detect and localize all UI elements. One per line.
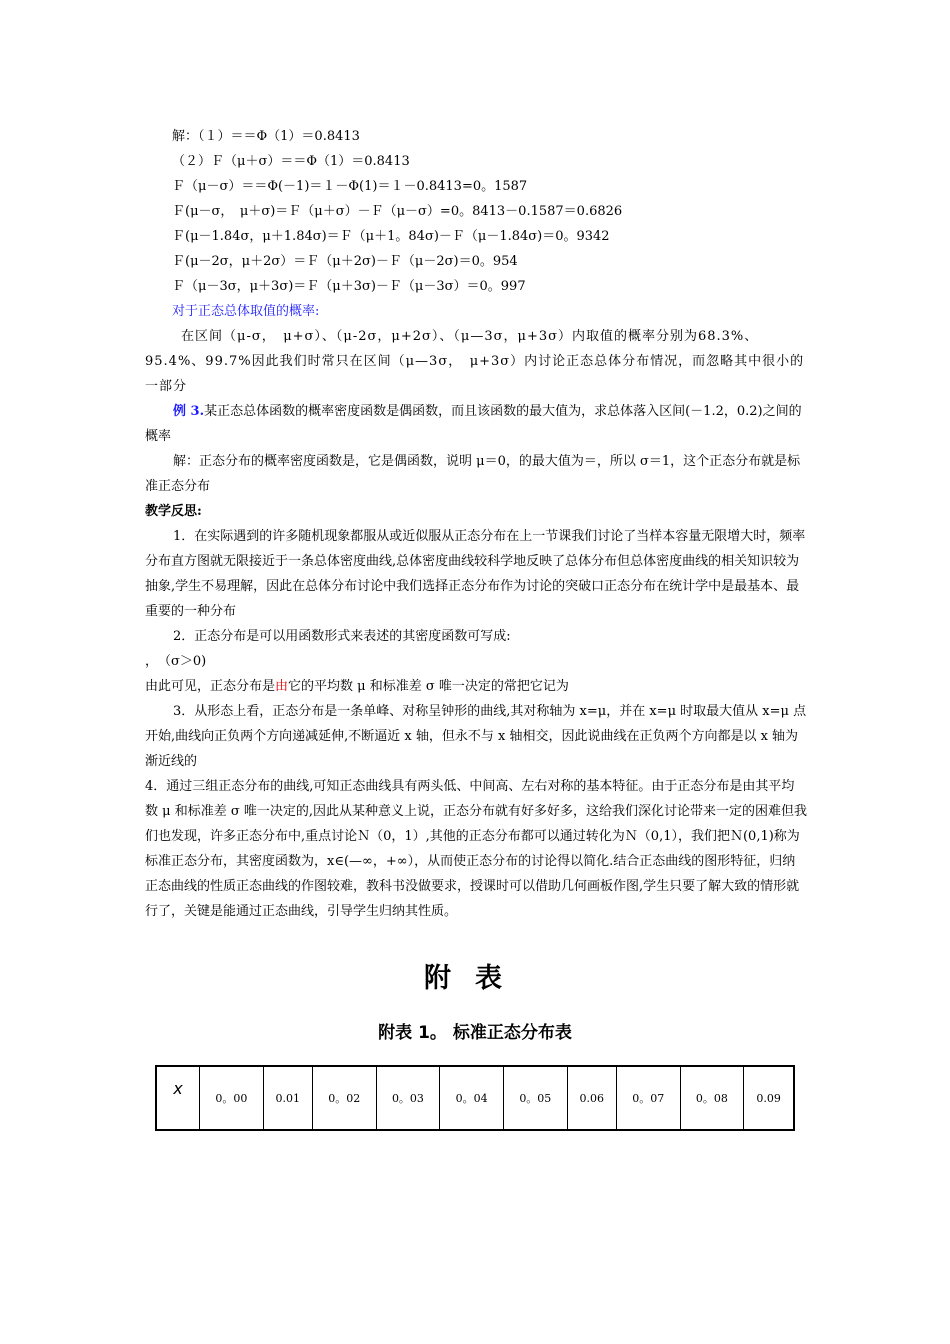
solution-line-2: （２）Ｆ（μ＋σ）＝＝Φ（1）＝0.8413 [172, 154, 410, 169]
example-3-solution: 解：正态分布的概率密度函数是，它是偶函数，说明 μ＝0，的最大值为＝，所以 σ＝1，这个正态分布就是标准正态分布 [145, 454, 801, 494]
probability-paragraph: 在区间（μ-σ， μ+σ）、（μ-2σ，μ+2σ）、（μ—3σ，μ+3σ）内取值的概率分别为68.3%、95.4%、99.7%因此我们时常只在区间（μ—3σ， μ+3σ）内讨论正态总体分布情况，而忽略其中很小的一部分 [145, 329, 805, 394]
solution-line-1: 解：（１）＝＝Φ（1）＝0.8413 [172, 129, 360, 144]
normal-distribution-table [155, 1065, 795, 1131]
table-header-x: x [156, 1066, 200, 1130]
table-header-cell: 0。05 [503, 1066, 567, 1130]
table-header-row [156, 1066, 794, 1130]
table-header-cell: 0.01 [263, 1066, 312, 1130]
solution-line-3: Ｆ（μ－σ）＝＝Φ(－1)＝１－Φ(1)＝１－0.8413=0。1587 [172, 179, 528, 194]
reflection-paragraph-1: 1．在实际遇到的许多随机现象都服从或近似服从正态分布在上一节课我们讨论了当样本容量无限增大时，频率分布直方图就无限接近于一条总体密度曲线,总体密度曲线较科学地反映了总体分布但总体密度曲线的相关知识较为抽象,学生不易理解，因此在总体分布讨论中我们选择正态分布作为讨论的突破口正态分布在统计学中是最基本、最重要的一种分布 [145, 529, 806, 619]
tail-before: 由此可见，正态分布是 [145, 679, 276, 694]
reflection-paragraph-2-tail [145, 674, 569, 699]
appendix-table-title: 附表 1。 标准正态分布表 [378, 1023, 572, 1043]
probability-heading: 对于正态总体取值的概率: [172, 304, 320, 319]
table-header-cell: 0。00 [200, 1066, 264, 1130]
example-3-label: 例 3. [173, 404, 205, 419]
density-formula-note: ， （σ＞0) [145, 654, 207, 669]
appendix-title: 附表 [424, 963, 526, 994]
table-header-cell: 0.06 [567, 1066, 616, 1130]
table-header-cell: 0.09 [744, 1066, 794, 1130]
reflection-paragraph-2: 2．正态分布是可以用函数形式来表述的其密度函数可写成: [173, 629, 511, 644]
solution-line-4: Ｆ(μ－σ， μ＋σ)＝Ｆ（μ＋σ）－Ｆ（μ－σ）=0。8413－0.1587＝0.6826 [172, 204, 623, 219]
tail-after: 它的平均数 μ 和标准差 σ 唯一决定的常把它记为 [288, 679, 569, 694]
table-header-cell: 0。04 [440, 1066, 504, 1130]
table-header-cell: 0。03 [376, 1066, 440, 1130]
solution-line-6: Ｆ(μ－2σ，μ＋2σ）＝Ｆ（μ＋2σ)－Ｆ（μ－2σ)＝0。954 [172, 254, 518, 269]
reflection-heading: 教学反思: [145, 504, 202, 519]
reflection-paragraph-4: 4．通过三组正态分布的曲线,可知正态曲线具有两头低、中间高、左右对称的基本特征。由于正态分布是由其平均数 μ 和标准差 σ 唯一决定的,因此从某种意义上说，正态分布就有好多好多，这给我们深化讨论带来一定的困难但我们也发现，许多正态分布中,重点讨论Ｎ（0，1）,其他的正态分布都可以通过转化为Ｎ（0,1），我们把Ｎ(0,1)称为标准正态分布，其密度函数为，x∈(—∞，+∞），从而使正态分布的讨论得以简化.结合正态曲线的图形特征，归纳正态曲线的性质正态曲线的作图较难，教科书没做要求，授课时可以借助几何画板作图,学生只要了解大致的情形就行了，关键是能通过正态曲线，引导学生归纳其性质。 [145, 779, 807, 919]
table-header-cell: 0。08 [680, 1066, 744, 1130]
table-header-cell: 0。02 [312, 1066, 376, 1130]
example-3-text: 某正态总体函数的概率密度函数是偶函数，而且该函数的最大值为，求总体落入区间(－1.2，0.2)之间的概率 [145, 404, 802, 444]
table-header-cell: 0。07 [616, 1066, 680, 1130]
solution-line-5: Ｆ(μ－1.84σ，μ＋1.84σ)＝Ｆ（μ＋1。84σ)－Ｆ（μ－1.84σ)＝0。9342 [172, 229, 610, 244]
reflection-paragraph-3: 3．从形态上看，正态分布是一条单峰、对称呈钟形的曲线,其对称轴为 x=μ，并在 x=μ 时取最大值从 x=μ 点开始,曲线向正负两个方向递减延伸,不断逼近 x 轴，但永不与 x 轴相交，因此说曲线在正负两个方向都是以 x 轴为渐近线的 [145, 704, 807, 769]
example-3 [145, 399, 807, 449]
tail-red-char: 由 [275, 679, 289, 694]
solution-line-7: Ｆ（μ－3σ，μ＋3σ)＝Ｆ（μ＋3σ)－Ｆ（μ－3σ）＝0。997 [172, 279, 526, 294]
